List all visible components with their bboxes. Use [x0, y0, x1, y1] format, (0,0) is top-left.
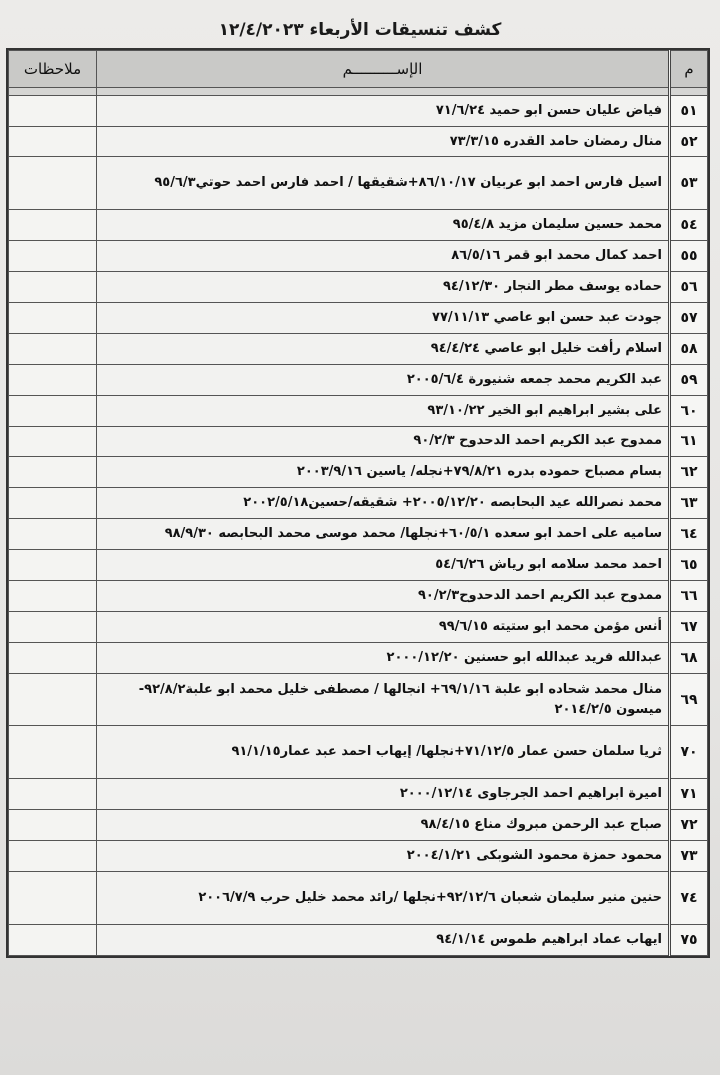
table-row [9, 364, 708, 395]
row-notes [9, 810, 97, 841]
row-notes [9, 872, 97, 925]
row-name: منال رمضان حامد القدره ٧٣/٣/١٥ [97, 126, 670, 157]
row-notes [9, 673, 97, 726]
table-row [9, 333, 708, 364]
row-number: ٦٠ [670, 395, 708, 426]
table-row [9, 580, 708, 611]
row-name: احمد محمد سلامه ابو رياش ٥٤/٦/٢٦ [97, 550, 670, 581]
row-notes [9, 488, 97, 519]
row-name: فياض عليان حسن ابو حميد ٧١/٦/٢٤ [97, 95, 670, 126]
row-notes [9, 642, 97, 673]
table-row [9, 126, 708, 157]
row-name: اسلام رأفت خليل ابو عاصي ٩٤/٤/٢٤ [97, 333, 670, 364]
row-notes [9, 241, 97, 272]
row-name: أنس مؤمن محمد ابو ستيته ٩٩/٦/١٥ [97, 611, 670, 642]
row-name: ممدوح عبد الكريم احمد الدحدوح٩٠/٢/٣ [97, 580, 670, 611]
row-name: منال محمد شحاده ابو علبة ٦٩/١/١٦+ انجالها / مصطفى خليل محمد ابو علبة٩٢/٨/٢- ميسون ٢٠١٤/٢/٥ [97, 673, 670, 726]
table-row [9, 519, 708, 550]
row-name: ساميه على احمد ابو سعده ٦٠/٥/١+نجلها/ محمد موسى محمد البحابصه ٩٨/٩/٣٠ [97, 519, 670, 550]
table-row [9, 779, 708, 810]
table-row [9, 924, 708, 955]
table-row [9, 457, 708, 488]
table-row [9, 642, 708, 673]
row-number: ٦٧ [670, 611, 708, 642]
table-row [9, 241, 708, 272]
row-name: بسام مصباح حموده بدره ٧٩/٨/٢١+نجله/ ياسين ٢٠٠٣/٩/١٦ [97, 457, 670, 488]
row-number: ٥٢ [670, 126, 708, 157]
row-number: ٦١ [670, 426, 708, 457]
row-number: ٥٩ [670, 364, 708, 395]
row-notes [9, 126, 97, 157]
row-name: صباح عبد الرحمن مبروك مناع ٩٨/٤/١٥ [97, 810, 670, 841]
row-notes [9, 611, 97, 642]
table-row [9, 611, 708, 642]
row-notes [9, 580, 97, 611]
header-notes: ملاحظات [9, 51, 97, 88]
header-separator [9, 88, 708, 96]
row-name: محمد نصرالله عيد البحابصه ٢٠٠٥/١٢/٢٠+ شقيقه/حسين٢٠٠٢/٥/١٨ [97, 488, 670, 519]
row-notes [9, 272, 97, 303]
names-table-frame [6, 48, 710, 958]
row-notes [9, 550, 97, 581]
row-notes [9, 364, 97, 395]
row-notes [9, 395, 97, 426]
row-name: ممدوح عبد الكريم احمد الدحدوح ٩٠/٢/٣ [97, 426, 670, 457]
row-notes [9, 519, 97, 550]
row-number: ٥٦ [670, 272, 708, 303]
table-row [9, 726, 708, 779]
page-title: كشف تنسيقات الأربعاء ١٢/٤/٢٠٢٣ [218, 20, 502, 40]
row-notes [9, 457, 97, 488]
row-number: ٦٢ [670, 457, 708, 488]
row-name: حماده يوسف مطر النجار ٩٤/١٢/٣٠ [97, 272, 670, 303]
row-name: ثريا سلمان حسن عمار ٧١/١٢/٥+نجلها/ إيهاب احمد عبد عمار٩١/١/١٥ [97, 726, 670, 779]
row-number: ٧٣ [670, 841, 708, 872]
names-table [8, 50, 708, 956]
table-row [9, 210, 708, 241]
row-number: ٦٨ [670, 642, 708, 673]
row-number: ٥٨ [670, 333, 708, 364]
table-row [9, 810, 708, 841]
row-number: ٦٩ [670, 673, 708, 726]
row-name: محمود حمزة محمود الشوبكى ٢٠٠٤/١/٢١ [97, 841, 670, 872]
table-body [9, 88, 708, 956]
row-name: حنين منير سليمان شعبان ٩٢/١٢/٦+نجلها /رائد محمد خليل حرب ٢٠٠٦/٧/٩ [97, 872, 670, 925]
table-row [9, 550, 708, 581]
table-row [9, 673, 708, 726]
row-name: محمد حسين سليمان مزيد ٩٥/٤/٨ [97, 210, 670, 241]
row-notes [9, 303, 97, 334]
row-number: ٦٦ [670, 580, 708, 611]
row-name: على بشير ابراهيم ابو الخير ٩٣/١٠/٢٢ [97, 395, 670, 426]
row-name: عبد الكريم محمد جمعه شنيورة ٢٠٠٥/٦/٤ [97, 364, 670, 395]
row-notes [9, 779, 97, 810]
row-number: ٦٤ [670, 519, 708, 550]
table-header-row [9, 51, 708, 88]
row-number: ٥٧ [670, 303, 708, 334]
row-number: ٥٥ [670, 241, 708, 272]
row-notes [9, 333, 97, 364]
row-number: ٧٢ [670, 810, 708, 841]
row-number: ٧٠ [670, 726, 708, 779]
row-name: عبدالله فريد عبدالله ابو حسنين ٢٠٠٠/١٢/٢٠ [97, 642, 670, 673]
header-number: م [670, 51, 708, 88]
row-notes [9, 95, 97, 126]
header-name: الإســــــــــم [97, 51, 670, 88]
row-name: اسيل فارس احمد ابو عربيان ٨٦/١٠/١٧+شقيقها / احمد فارس احمد حوتي٩٥/٦/٣ [97, 157, 670, 210]
row-name: ايهاب عماد ابراهيم طموس ٩٤/١/١٤ [97, 924, 670, 955]
row-number: ٧١ [670, 779, 708, 810]
row-notes [9, 426, 97, 457]
row-number: ٥٣ [670, 157, 708, 210]
row-notes [9, 157, 97, 210]
table-row [9, 872, 708, 925]
table-row [9, 303, 708, 334]
row-number: ٦٥ [670, 550, 708, 581]
row-name: اميرة ابراهيم احمد الجرجاوى ٢٠٠٠/١٢/١٤ [97, 779, 670, 810]
table-row [9, 272, 708, 303]
table-row [9, 426, 708, 457]
row-name: احمد كمال محمد ابو قمر ٨٦/٥/١٦ [97, 241, 670, 272]
table-row [9, 95, 708, 126]
table-row [9, 157, 708, 210]
row-name: جودت عبد حسن ابو عاصي ٧٧/١١/١٣ [97, 303, 670, 334]
row-notes [9, 210, 97, 241]
row-notes [9, 924, 97, 955]
row-number: ٧٥ [670, 924, 708, 955]
row-number: ٧٤ [670, 872, 708, 925]
table-row [9, 488, 708, 519]
row-number: ٦٣ [670, 488, 708, 519]
row-number: ٥١ [670, 95, 708, 126]
table-row [9, 395, 708, 426]
row-number: ٥٤ [670, 210, 708, 241]
row-notes [9, 726, 97, 779]
table-row [9, 841, 708, 872]
row-notes [9, 841, 97, 872]
